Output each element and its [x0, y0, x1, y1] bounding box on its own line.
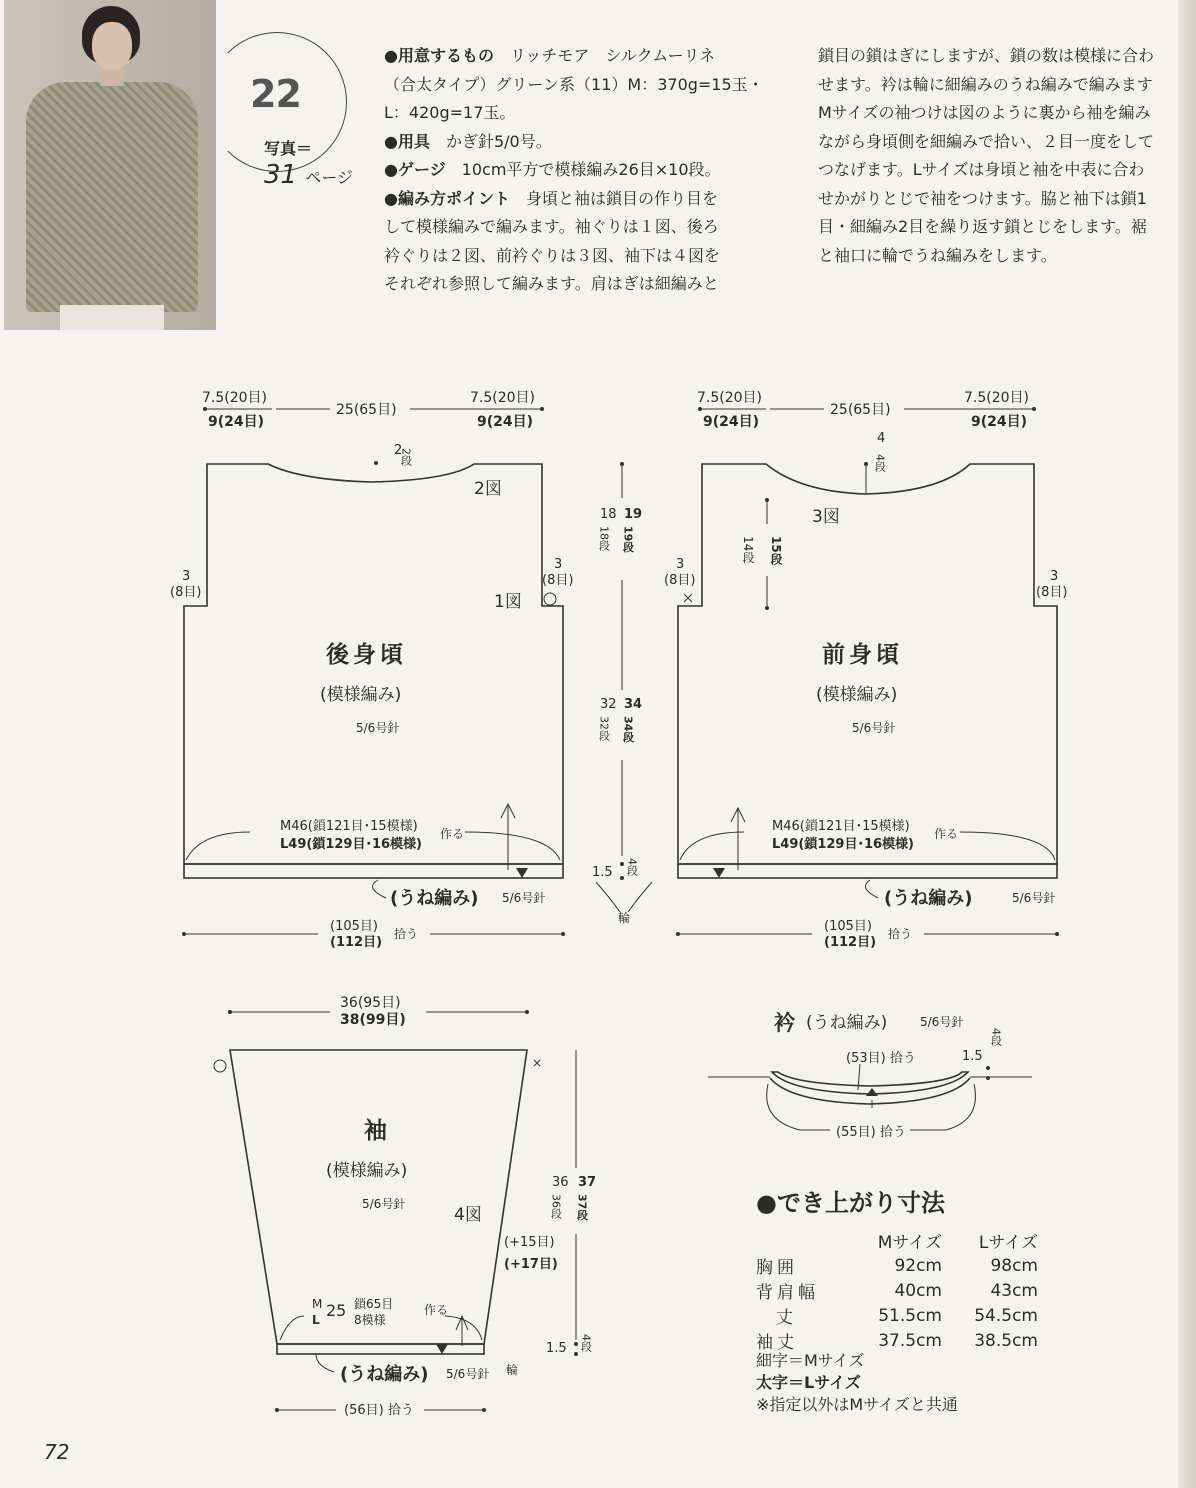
photo-page-number: 31 [264, 160, 298, 190]
dim-dot [1055, 932, 1059, 936]
yoke-m: 18 [600, 507, 617, 522]
finished-title: ●でき上がり寸法 [756, 1189, 945, 1217]
sleeve-cast-on-width: 25 [326, 1301, 347, 1320]
instruction-line: と袖口に輪でうね編みをします。 [818, 245, 1057, 265]
sleeve-title: 袖 [364, 1118, 387, 1144]
front-shoulder-right-m: 7.5(20目) [964, 390, 1030, 406]
front-needle: 5/6号針 [852, 721, 896, 735]
dim-dot [620, 876, 624, 880]
table-header: Lサイズ [978, 1233, 1038, 1253]
sleeve-len-rows-m: 36段 [549, 1194, 563, 1219]
sleeve-band-pointer [316, 1354, 334, 1372]
front-pickup-m: (105目) [824, 919, 872, 934]
sleeve-band-needle: 5/6号針 [446, 1367, 490, 1381]
back-stitch: (模様編み) [320, 685, 402, 705]
instruction-line: せます。衿は輪に細編みのうね編みで編みます [818, 74, 1153, 94]
ring-pointer-right [628, 882, 652, 912]
instruction-line: それぞれ参照して編みます。肩はぎは細編みと [384, 274, 719, 293]
band-rows: 4段 [625, 858, 639, 876]
sleeve-len-rows-l: 37段 [575, 1194, 589, 1221]
body-m: 32 [600, 697, 617, 712]
table-row [756, 1253, 1046, 1278]
back-cast-on-m: M46(鎖121目･15模様) [280, 819, 418, 834]
front-neck-depth-rows: 4段 [873, 454, 887, 472]
sleeve-increase-l: (+17目) [504, 1257, 558, 1272]
dim-dot [275, 1408, 279, 1412]
dim-dot [574, 1352, 578, 1356]
table-cell: 40cm [894, 1280, 942, 1301]
front-neck-width: 25(65目) [830, 402, 891, 418]
table-cell: 37.5cm [878, 1330, 942, 1351]
page-binding-edge [1178, 0, 1196, 1488]
table-header [756, 1228, 854, 1253]
sleeve-cast-on-sts: 鎖65目 [354, 1297, 394, 1311]
front-cast-on-m: M46(鎖121目･15模様) [772, 819, 910, 834]
instruction-line: 衿ぐりは２図、前衿ぐりは３図、袖下は４図を [384, 245, 721, 265]
body-rows-l: 34段 [621, 716, 635, 743]
table-row [756, 1228, 1046, 1253]
back-armhole-right-sts: (8目) [542, 573, 574, 588]
dim-dot [203, 407, 207, 411]
front-shoulder-right-l: 9(24目) [971, 414, 1028, 430]
back-cast-on-l: L49(鎖129目･16模様) [280, 837, 422, 852]
front-cast-arc [680, 832, 744, 860]
sleeve-cast-arc [280, 1316, 304, 1340]
dim-dot [864, 462, 868, 466]
table-cell: 胸囲 [756, 1258, 798, 1278]
sleeve-ring-label: 輪 [506, 1363, 519, 1377]
sleeve-cast-on-m: M [312, 1297, 323, 1311]
front-band-pointer [866, 880, 879, 898]
collar-outer-pickup: (55目) 拾う [836, 1125, 906, 1140]
instruction-line: ●編み方ポイント 身頃と袖は鎖目の作り目を [384, 188, 718, 208]
back-armhole-circle [544, 593, 556, 605]
instruction-line: ●用意するもの リッチモア シルクムーリネ [384, 46, 716, 65]
front-fig3-label: 3図 [812, 507, 840, 527]
sleeve-needle: 5/6号針 [362, 1197, 406, 1211]
back-needle: 5/6号針 [356, 721, 400, 735]
back-shoulder-right-l: 9(24目) [477, 414, 534, 430]
dim-dot [986, 1066, 990, 1070]
body-l: 34 [624, 697, 643, 712]
back-cast-arc [186, 832, 250, 860]
table-cell: 98cm [990, 1255, 1038, 1276]
sleeve-make-label: 作る [424, 1303, 449, 1317]
collar-needle: 5/6号針 [920, 1015, 964, 1029]
back-band-label: (うね編み) [390, 888, 479, 909]
instruction-line: ●ゲージ 10cm平方で模様編み26目×10段。 [384, 160, 721, 179]
table-cell: 背肩幅 [756, 1283, 819, 1303]
collar-height: 1.5 [962, 1049, 983, 1064]
sleeve-band-height: 1.5 [546, 1341, 567, 1356]
dim-dot [561, 932, 565, 936]
sleeve-len-l: 37 [578, 1175, 597, 1190]
back-armhole-left: 3 [182, 569, 191, 584]
back-armhole-right: 3 [554, 557, 563, 572]
instruction-line: （合太タイプ）グリーン系（11）M：370g=15玉・ [384, 74, 764, 94]
sleeve-cast-on-pattern: 8模様 [354, 1313, 386, 1327]
instruction-line: つなげます。Lサイズは身頃と袖を中表に合わ [818, 160, 1145, 179]
front-stitch: (模様編み) [816, 685, 898, 705]
back-title: 後身頃 [326, 642, 407, 668]
back-pickup-m: (105目) [330, 919, 378, 934]
instruction-line: 目・細編み2目を繰り返す鎖とじをします。裾 [818, 217, 1147, 236]
dim-dot [574, 1342, 578, 1346]
sleeve-top-l: 38(99目) [340, 1012, 406, 1028]
front-shoulder-left-m: 7.5(20目) [697, 390, 763, 406]
sleeve-top-m: 36(95目) [340, 995, 401, 1011]
sleeve-stitch: (模様編み) [326, 1161, 408, 1181]
back-neck-depth: 2 [394, 443, 403, 458]
size-notes [756, 1350, 958, 1416]
back-fig2-label: 2図 [474, 479, 502, 499]
dim-dot [540, 407, 544, 411]
photo-label: 写真＝ [264, 139, 313, 158]
dim-dot [1032, 407, 1036, 411]
dim-dot [698, 407, 702, 411]
back-make-label: 作る [440, 827, 465, 841]
collar-start-marker [866, 1088, 878, 1096]
dim-dot [986, 1076, 990, 1080]
front-make-label: 作る [934, 827, 959, 841]
sleeve-increase-m: (+15目) [504, 1235, 555, 1250]
front-armhole-cross [684, 594, 692, 602]
back-neck-width: 25(65目) [336, 402, 397, 418]
yoke-rows-l: 19段 [621, 526, 635, 553]
band-height: 1.5 [592, 865, 613, 880]
dim-dot [620, 862, 624, 866]
back-neck-depth-rows: 2段 [399, 448, 413, 466]
sleeve-pickup: (56目) 拾う [344, 1403, 414, 1418]
sleeve-len-m: 36 [552, 1175, 569, 1190]
back-cast-arc-right [465, 832, 560, 860]
instruction-line: ●用具 かぎ針5/0号。 [384, 131, 552, 151]
collar-title: 衿 [774, 1011, 795, 1035]
front-band-label: (うね編み) [884, 888, 973, 909]
front-pickup-l: (112目) [824, 935, 877, 950]
finished-table [756, 1228, 1046, 1353]
dim-dot [482, 1408, 486, 1412]
instruction-line: 鎖目の鎖はぎにしますが、鎖の数は模様に合わ [818, 46, 1155, 65]
sleeve-band [277, 1344, 484, 1354]
dim-dot [620, 462, 624, 466]
body-rows-m: 32段 [597, 716, 611, 741]
collar-stitch: (うね編み) [806, 1013, 888, 1033]
instruction-line: L：420g=17玉。 [384, 103, 516, 122]
front-title: 前身頃 [822, 642, 903, 668]
dim-dot [228, 1010, 232, 1014]
table-row [756, 1278, 1046, 1303]
yoke-l: 19 [624, 507, 643, 522]
dim-dot [182, 932, 186, 936]
table-cell: 92cm [894, 1255, 942, 1276]
instruction-line: せかがりとじで袖をつけます。脇と袖下は鎖1 [818, 188, 1147, 208]
table-cell: 43cm [990, 1280, 1038, 1301]
front-shoulder-left-l: 9(24目) [703, 414, 760, 430]
table-header: Mサイズ [877, 1233, 942, 1253]
yoke-rows-m: 18段 [597, 526, 611, 551]
back-band-pointer [373, 880, 386, 898]
table-cell: 51.5cm [878, 1305, 942, 1326]
back-armhole-left-sts: (8目) [170, 585, 202, 600]
photo-page-suffix: ページ [305, 168, 354, 187]
front-neck-h-m: 14段 [741, 536, 755, 564]
front-neck-h-l: 15段 [769, 536, 783, 565]
table-cell: 袖丈 [756, 1333, 798, 1353]
sleeve-cast-on-l: L [312, 1313, 320, 1327]
front-cast-arc-right [960, 832, 1055, 860]
back-fig1-label: 1図 [494, 592, 522, 612]
back-shoulder-left-l: 9(24目) [208, 414, 265, 430]
back-shoulder-right-m: 7.5(20目) [470, 390, 536, 406]
table-row [756, 1303, 1046, 1328]
front-cast-on-l: L49(鎖129目･16模様) [772, 837, 914, 852]
note-m: 細字＝Mサイズ [756, 1351, 865, 1370]
instruction-line: ながら身頃側を細編みで拾い、２目一度をして [818, 131, 1155, 151]
back-pickup-label: 拾う [394, 927, 419, 941]
table-cell: 38.5cm [974, 1330, 1038, 1351]
table-cell: 丈 [776, 1308, 797, 1328]
back-start-marker [516, 868, 528, 878]
sleeve-start-marker [436, 1344, 448, 1354]
note-l: 太字＝Lサイズ [756, 1373, 861, 1392]
front-neck-depth: 4 [877, 431, 886, 446]
collar-rows: 4段 [989, 1028, 1003, 1046]
front-armhole-right: 3 [1050, 569, 1059, 584]
back-band [184, 864, 563, 878]
instruction-line: して模様編みで編みます。袖ぐりは１図、後ろ [384, 217, 719, 236]
front-band-needle: 5/6号針 [1012, 891, 1056, 905]
front-armhole-right-sts: (8目) [1036, 585, 1068, 600]
sleeve-fig4-label: 4図 [454, 1205, 482, 1225]
collar-inner-pickup: (53目) 拾う [846, 1051, 916, 1066]
dim-dot [676, 932, 680, 936]
note-common: ※指定以外はMサイズと共通 [756, 1395, 958, 1414]
table-cell: 54.5cm [974, 1305, 1038, 1326]
ring-pointer-left [596, 882, 620, 912]
pattern-number: 22 [250, 72, 301, 116]
instruction-line: Mサイズの袖つけは図のように裏から袖を編み [818, 103, 1151, 122]
sleeve-band-rows: 4段 [579, 1334, 593, 1352]
front-start-marker [713, 868, 725, 878]
sleeve-cross-marker [534, 1060, 540, 1066]
dim-dot [765, 498, 769, 502]
dim-dot [525, 1010, 529, 1014]
back-band-needle: 5/6号針 [502, 891, 546, 905]
front-armhole-left: 3 [676, 557, 685, 572]
sleeve-band-label: (うね編み) [340, 1364, 429, 1385]
front-band [678, 864, 1057, 878]
front-pickup-label: 拾う [888, 927, 913, 941]
dim-dot [374, 461, 378, 465]
ring-label: 輪 [618, 911, 631, 925]
front-armhole-left-sts: (8目) [664, 573, 696, 588]
page-number: 72 [44, 1440, 70, 1464]
back-pickup-l: (112目) [330, 935, 383, 950]
sleeve-circle-marker [214, 1060, 226, 1072]
back-shoulder-left-m: 7.5(20目) [202, 390, 268, 406]
dim-dot [765, 606, 769, 610]
